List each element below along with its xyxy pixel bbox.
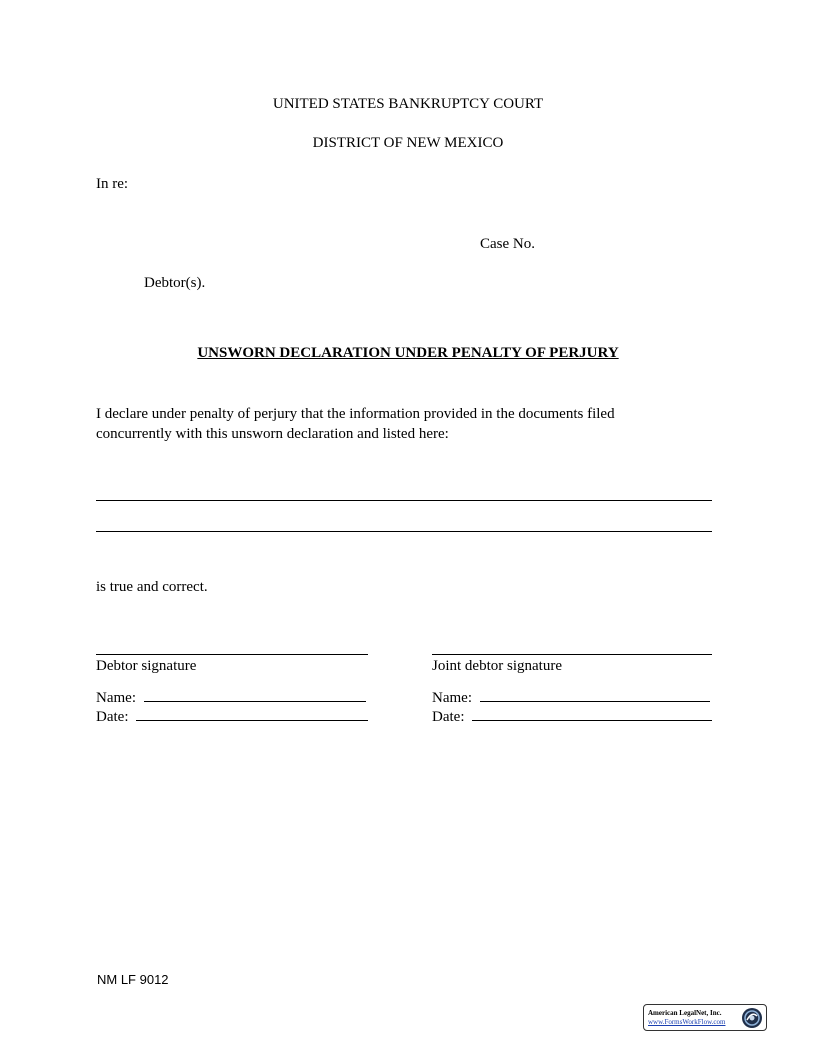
badge-company: American LegalNet, Inc. — [648, 1009, 722, 1017]
joint-debtor-signature-line[interactable] — [432, 654, 712, 655]
joint-debtor-date-label: Date: — [432, 709, 465, 725]
debtor-date-row — [96, 706, 368, 726]
debtors-label: Debtor(s). — [144, 275, 206, 291]
form-code: NM LF 9012 — [97, 972, 169, 987]
closing-text: is true and correct. — [96, 579, 208, 595]
joint-debtor-date-field[interactable] — [472, 706, 712, 721]
case-number-label: Case No. — [480, 236, 535, 252]
debtor-signature-label: Debtor signature — [96, 658, 197, 674]
badge-url[interactable]: www.FormsWorkFlow.com — [648, 1018, 726, 1026]
debtor-name-row — [96, 687, 366, 707]
district-name: DISTRICT OF NEW MEXICO — [312, 135, 504, 151]
debtor-name-field[interactable] — [144, 687, 366, 702]
joint-debtor-name-label: Name: — [432, 690, 472, 706]
in-re-label: In re: — [96, 176, 129, 192]
document-title: UNSWORN DECLARATION UNDER PENALTY OF PERJURY — [197, 345, 619, 361]
debtor-date-label: Date: — [96, 709, 129, 725]
documents-list-line-2[interactable] — [96, 531, 712, 532]
declaration-text-line-1: I declare under penalty of perjury that the information provided in the documents filed — [96, 406, 615, 422]
documents-list-line-1[interactable] — [96, 500, 712, 501]
globe-icon — [741, 1007, 763, 1029]
debtor-date-field[interactable] — [136, 706, 368, 721]
joint-debtor-signature-label: Joint debtor signature — [432, 658, 562, 674]
publisher-badge[interactable] — [643, 1004, 767, 1031]
court-name: UNITED STATES BANKRUPTCY COURT — [272, 96, 544, 112]
joint-debtor-name-row — [432, 687, 710, 707]
debtor-name-label: Name: — [96, 690, 136, 706]
declaration-text-line-2: concurrently with this unsworn declaration and listed here: — [96, 426, 449, 442]
joint-debtor-date-row — [432, 706, 712, 726]
debtor-signature-line[interactable] — [96, 654, 368, 655]
joint-debtor-name-field[interactable] — [480, 687, 710, 702]
